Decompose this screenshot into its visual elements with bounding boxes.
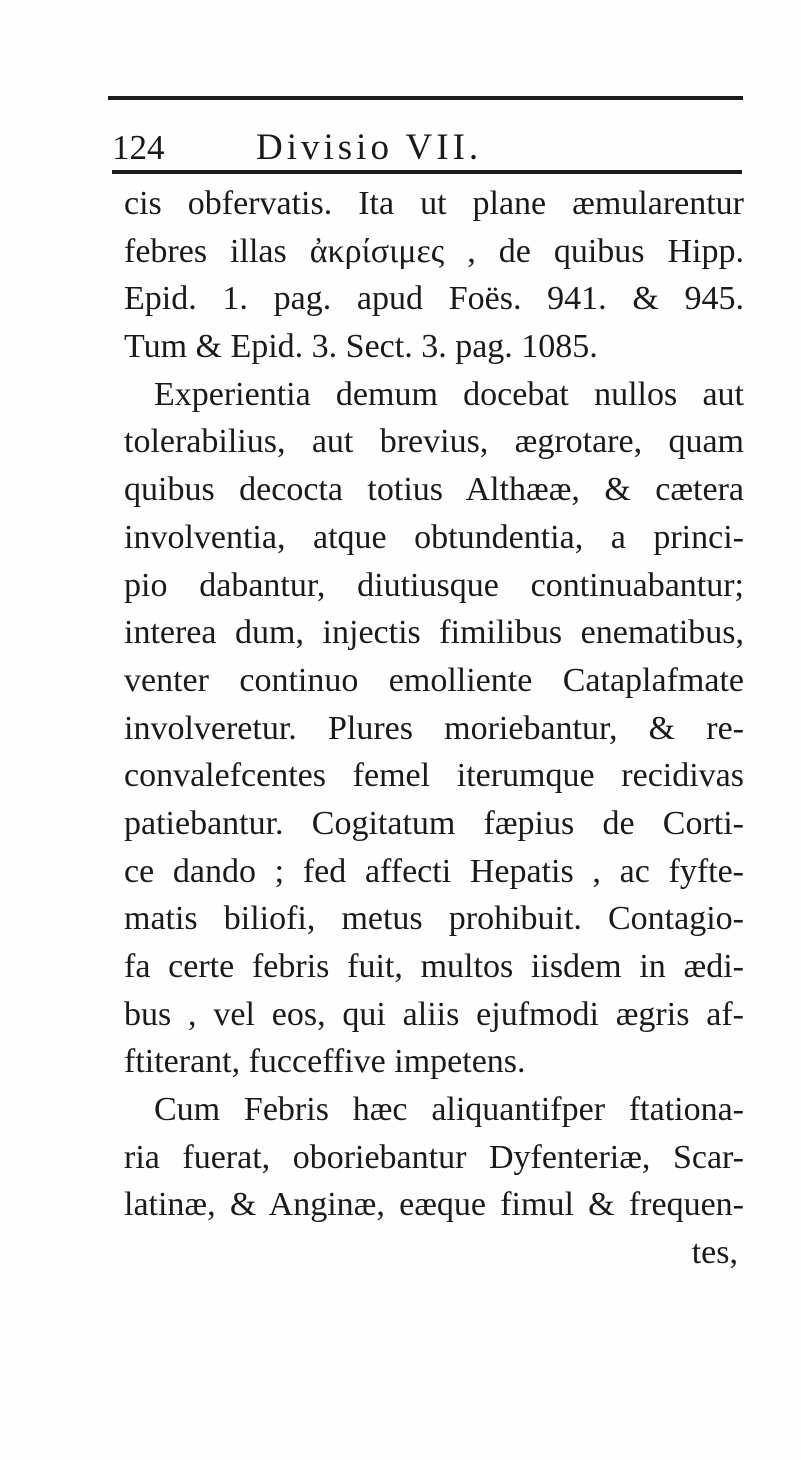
running-head: Divisio VII.	[256, 127, 483, 168]
text-line: fa certe febris fuit, multos iisdem in ædi-	[124, 948, 744, 985]
body-text	[124, 180, 744, 1277]
top-rule	[108, 96, 743, 100]
text-line: Cum Febris hæc aliquantifper ftationa-	[154, 1091, 744, 1129]
text-line: venter continuo emolliente Cataplafmate	[124, 661, 744, 699]
text-line: matis biliofi, metus prohibuit. Contagio-	[124, 900, 744, 938]
text-line: tolerabilius, aut brevius, ægrotare, quam	[124, 423, 744, 461]
page-number: 124	[112, 128, 165, 167]
text-line: bus , vel eos, qui aliis ejufmodi ægris af-	[124, 995, 744, 1033]
catchword: tes,	[691, 1234, 738, 1272]
text-line: ria fuerat, oboriebantur Dyfenteriæ, Scar-	[124, 1138, 744, 1176]
text-line: patiebantur. Cogitatum fæpius de Corti-	[124, 804, 744, 842]
text-line: pio dabantur, diutiusque continuabantur;	[124, 566, 744, 604]
text-line: Epid. 1. pag. apud Foës. 941. & 945.	[124, 280, 744, 318]
text-line: ce dando ; fed affecti Hepatis , ac fyfte-	[124, 852, 744, 890]
text-line: cis obfervatis. Ita ut plane æmularentur	[124, 185, 744, 222]
text-line: febres illas ἀκρίσιμες , de quibus Hipp.	[124, 232, 744, 270]
text-line: ftiterant, fucceffive impetens.	[124, 1043, 526, 1081]
text-line: involventia, atque obtundentia, a princi-	[124, 518, 744, 556]
text-line: convalefcentes femel iterumque recidivas	[124, 757, 744, 795]
text-line: quibus decocta totius Althææ, & cætera	[124, 471, 744, 509]
header-rule	[112, 170, 742, 174]
text-line: Experientia demum docebat nullos aut	[154, 375, 744, 413]
text-line: involveretur. Plures moriebantur, & re-	[124, 709, 744, 747]
text-line: latinæ, & Anginæ, eæque fimul & frequen-	[124, 1186, 744, 1224]
text-line: interea dum, injectis fimilibus enematibus,	[124, 614, 744, 652]
page-header	[108, 128, 748, 172]
text-line: Tum & Epid. 3. Sect. 3. pag. 1085.	[124, 328, 598, 366]
